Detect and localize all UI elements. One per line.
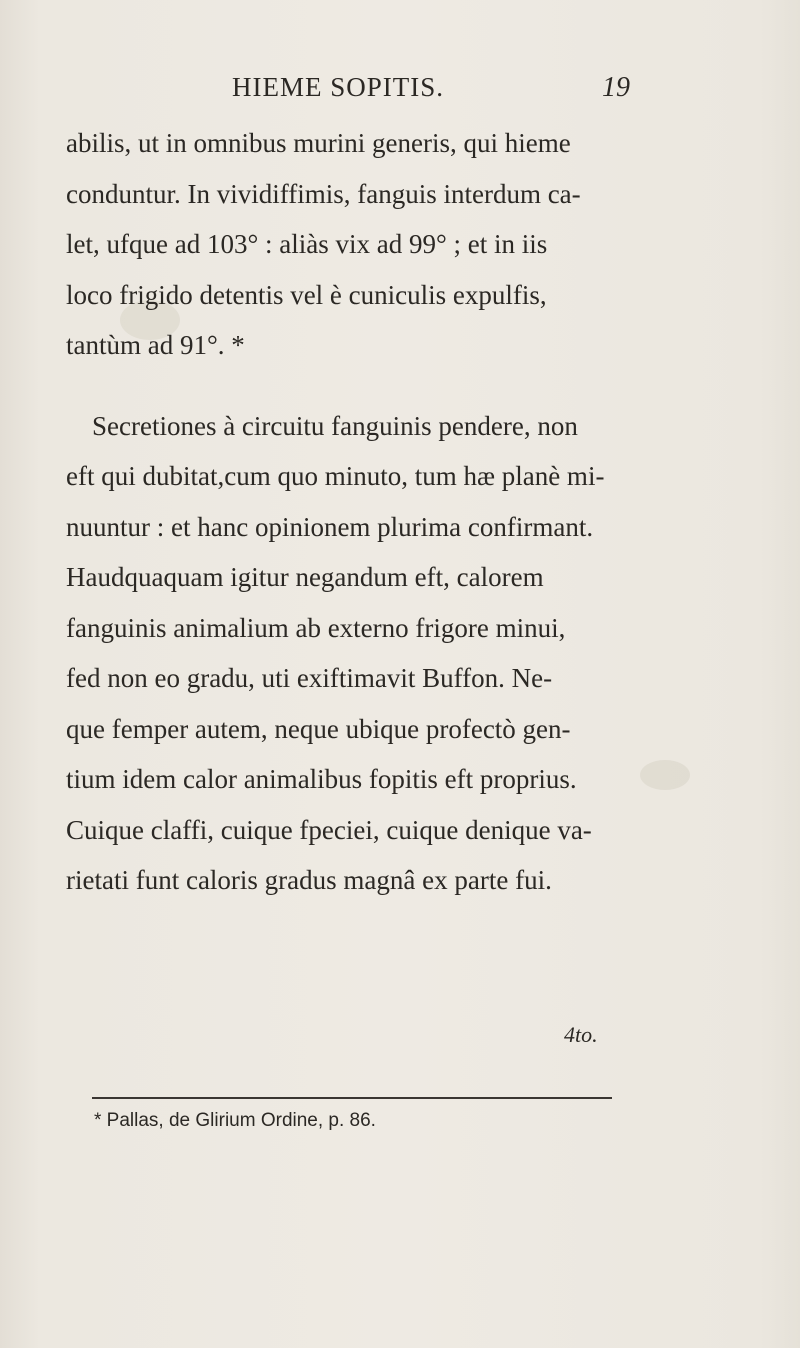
text-line: nuuntur : et hanc opinionem plurima confirmant.	[66, 511, 594, 542]
text-line: fanguinis animalium ab externo frigore minui,	[66, 612, 566, 643]
text-line: conduntur. In vividiffimis, fanguis interdum ca-	[66, 178, 581, 209]
text-line: let, ufque ad 103° : aliàs vix ad 99° ; et in iis	[66, 229, 548, 259]
text-line: fed non eo gradu, uti exiftimavit Buffon. Ne-	[66, 663, 553, 693]
text-line: loco frigido detentis vel è cuniculis expulfis,	[66, 279, 547, 310]
footnote: * Pallas, de Glirium Ordine, p. 86.	[94, 1110, 376, 1131]
text-line: que femper autem, neque ubique profectò gen-	[66, 713, 571, 744]
text-line: tium idem calor animalibus fopitis eft proprius.	[66, 764, 577, 794]
text-line: rietati funt caloris gradus magnâ ex parte fui.	[66, 865, 552, 895]
text-line: Haudquaquam igitur negandum eft, calorem	[66, 562, 544, 592]
running-title: HIEME SOPITIS.	[232, 72, 445, 102]
text-line: tantùm ad 91°. *	[66, 330, 245, 360]
catchword: 4to.	[564, 1022, 598, 1047]
body-text	[66, 118, 666, 906]
paragraph	[66, 118, 666, 371]
running-head	[0, 72, 800, 108]
text-line: eft qui dubitat,cum quo minuto, tum hæ planè mi-	[66, 461, 605, 491]
page-number: 19	[602, 72, 630, 103]
text-line: Secretiones à circuitu fanguinis pendere, non	[92, 410, 578, 441]
paragraph-gap	[66, 371, 666, 401]
text-line: Cuique claffi, cuique fpeciei, cuique denique va-	[66, 814, 592, 845]
paragraph	[66, 401, 666, 906]
text-line: abilis, ut in omnibus murini generis, qui hieme	[66, 128, 571, 158]
footnote-rule	[92, 1097, 612, 1099]
